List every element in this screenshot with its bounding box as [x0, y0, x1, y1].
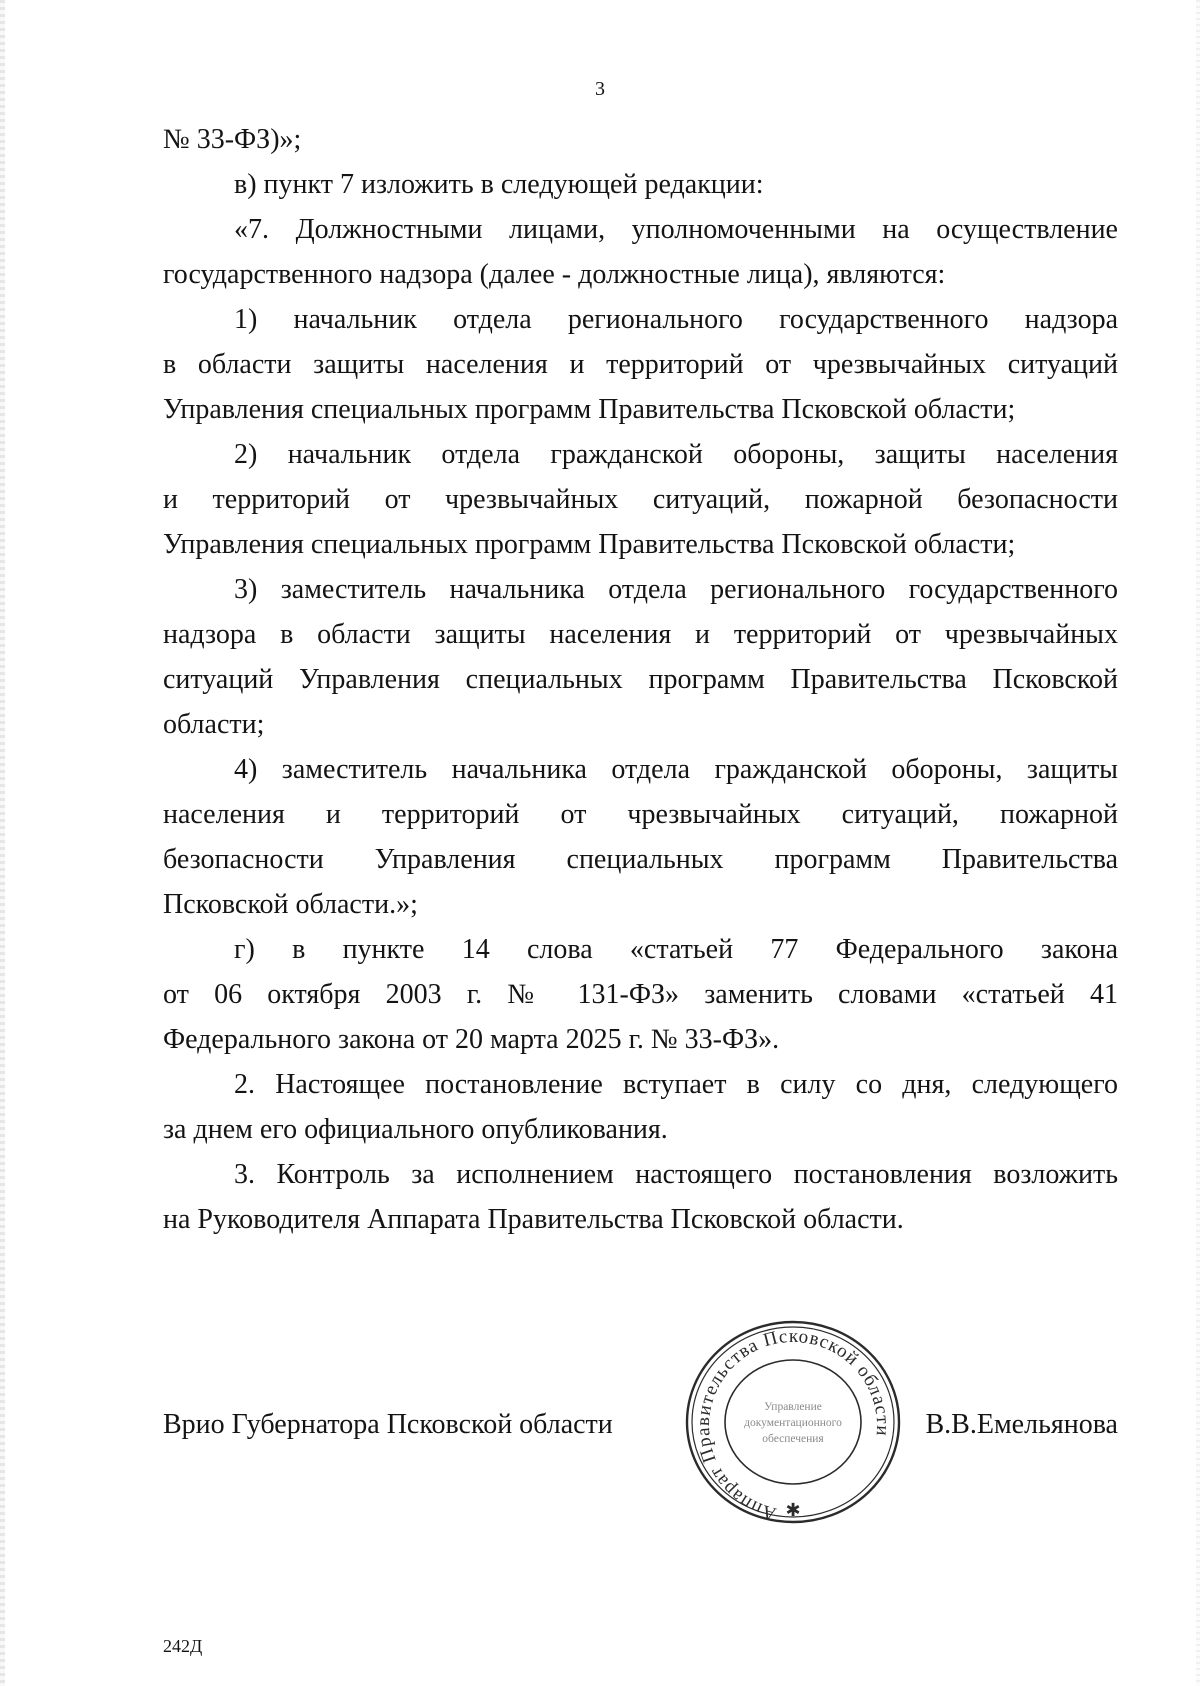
text-line: 2) начальник отдела гражданской обороны, защиты населения: [234, 439, 1118, 470]
document-body: [163, 117, 1118, 1242]
scan-edge-right: [1196, 0, 1200, 1686]
text-line: в) пункт 7 изложить в следующей редакции:: [234, 169, 764, 200]
text-line: на Руководителя Аппарата Правительства Псковской области.: [163, 1204, 904, 1235]
seal-inner-line-1: Управление: [764, 1401, 822, 1413]
text-line: за днем его официального опубликования.: [163, 1114, 668, 1145]
document-code: 242Д: [163, 1636, 203, 1656]
text-line: «7. Должностными лицами, уполномоченными на осуществление: [234, 214, 1118, 245]
text-line: 2. Настоящее постановление вступает в силу со дня, следующего: [234, 1069, 1118, 1100]
text-line: и территорий от чрезвычайных ситуаций, пожарной безопасности: [163, 484, 1118, 515]
text-line: Псковской области.»;: [163, 889, 418, 920]
scan-edge-left: [0, 0, 5, 1686]
text-line: надзора в области защиты населения и территорий от чрезвычайных: [163, 619, 1118, 650]
seal-star: ✱: [785, 1500, 801, 1521]
page-number: 3: [595, 78, 605, 100]
text-line: г) в пункте 14 слова «статьей 77 Федерального закона: [234, 934, 1118, 965]
text-line: Управления специальных программ Правительства Псковской области;: [163, 394, 1016, 425]
text-line: 1) начальник отдела регионального государственного надзора: [234, 304, 1118, 335]
seal-inner-line-3: обеспечения: [762, 1433, 824, 1445]
text-line: 3. Контроль за исполнением настоящего постановления возложить: [234, 1159, 1118, 1190]
text-line: № 33-ФЗ)»;: [163, 124, 302, 155]
signatory-position: Врио Губернатора Псковской области: [163, 1409, 613, 1440]
text-line: 3) заместитель начальника отдела регионального государственного: [234, 574, 1118, 605]
text-line: безопасности Управления специальных программ Правительства: [163, 844, 1118, 875]
text-line: 4) заместитель начальника отдела гражданской обороны, защиты: [234, 754, 1118, 785]
seal-outer-text: Аппарат Правительства Псковской области: [692, 1325, 894, 1525]
signatory-name: В.В.Емельянова: [925, 1409, 1118, 1440]
text-line: области;: [163, 709, 265, 740]
text-line: населения и территорий от чрезвычайных ситуаций, пожарной: [163, 799, 1118, 830]
seal-inner-line-2: документационного: [744, 1417, 842, 1429]
text-line: Федерального закона от 20 марта 2025 г. № 33-ФЗ».: [163, 1024, 780, 1055]
text-line: в области защиты населения и территорий от чрезвычайных ситуаций: [163, 349, 1118, 380]
text-line: ситуаций Управления специальных программ Правительства Псковской: [163, 664, 1118, 695]
text-line: Управления специальных программ Правительства Псковской области;: [163, 529, 1016, 560]
text-line: от 06 октября 2003 г. № 131-ФЗ» заменить словами «статьей 41: [163, 979, 1118, 1010]
official-seal: [683, 1318, 903, 1526]
text-line: государственного надзора (далее - должностные лица), являются:: [163, 259, 946, 290]
